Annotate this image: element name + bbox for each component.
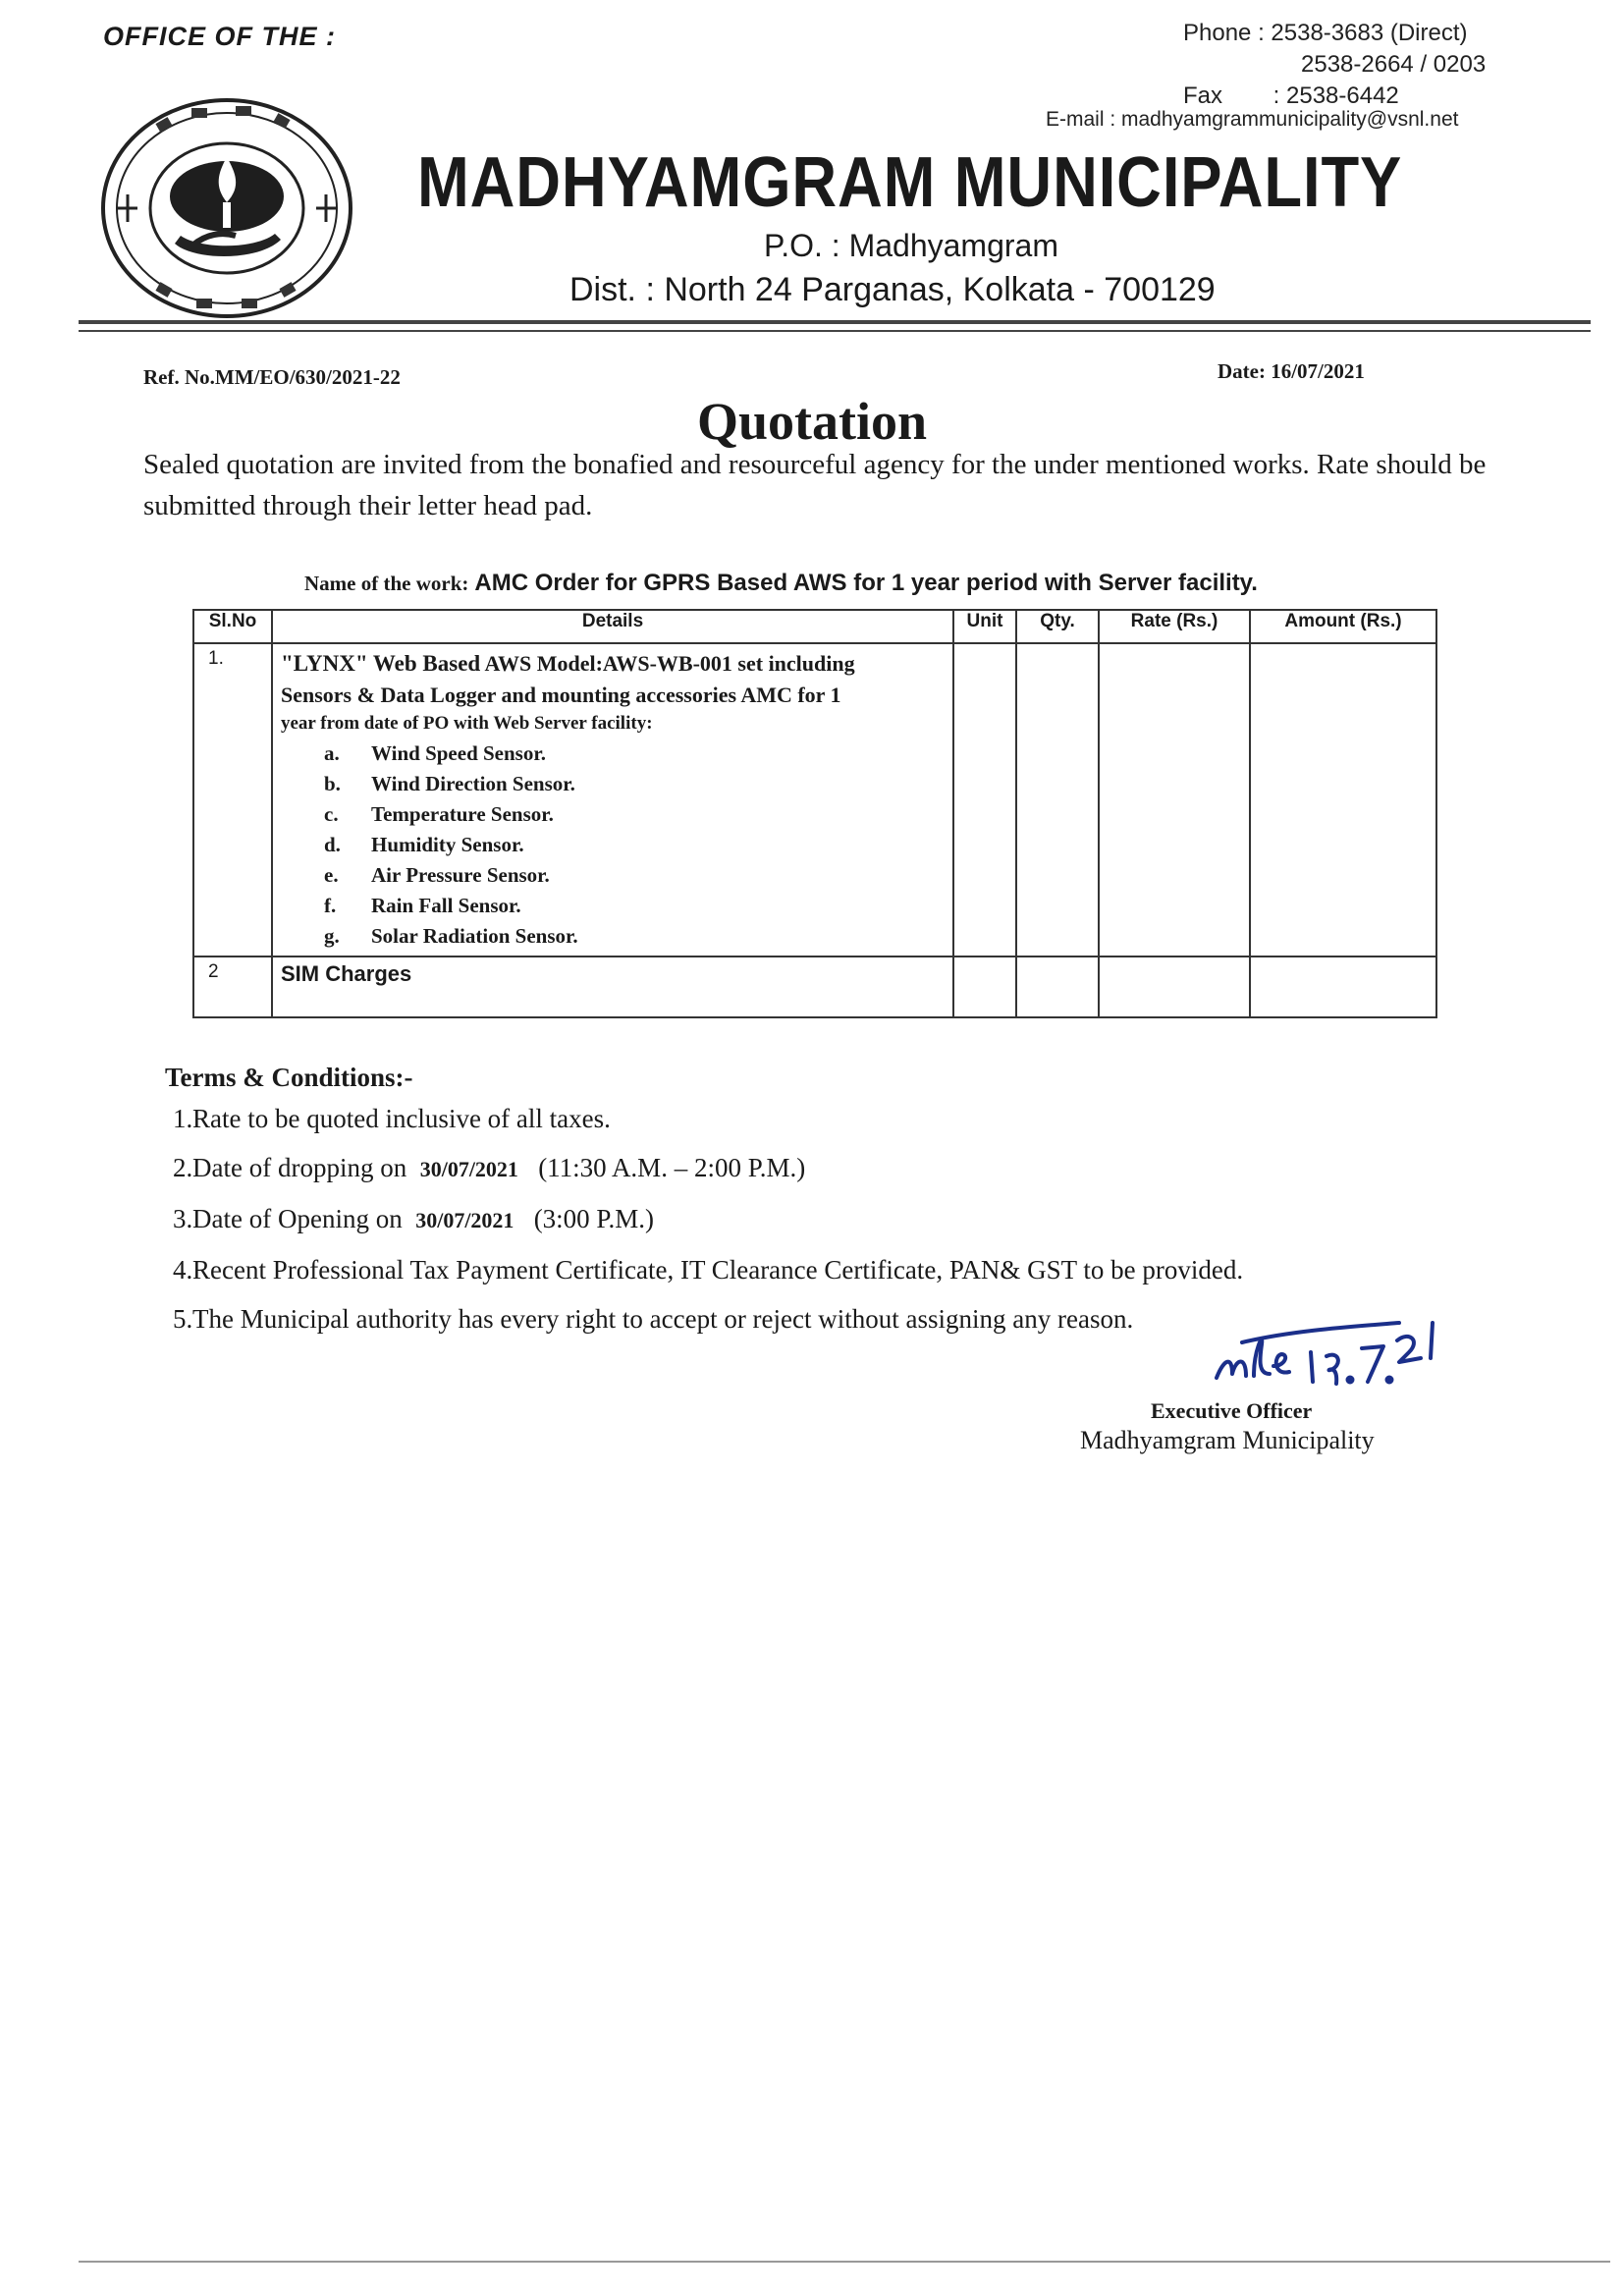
row-qty (1016, 643, 1099, 957)
handwritten-signature (1203, 1301, 1458, 1409)
details-line-2: Sensors & Data Logger and mounting accessories AMC for 1 (281, 683, 841, 707)
signatory-organisation: Madhyamgram Municipality (1080, 1426, 1375, 1454)
document-date: Date: 16/07/2021 (1218, 359, 1365, 383)
terms-list (173, 1094, 1243, 1343)
office-of-label: OFFICE OF THE : (103, 22, 336, 51)
col-header-rate: Rate (Rs.) (1099, 610, 1250, 643)
row-qty (1016, 957, 1099, 1017)
row-amount (1250, 957, 1436, 1017)
list-item: g. Solar Radiation Sensor. (324, 924, 578, 948)
municipal-seal-logo (98, 96, 355, 320)
intro-paragraph: Sealed quotation are invited from the bonafied and resourceful agency for the under mentioned works. Rate should be submitted through their letter head pad. (143, 449, 1487, 521)
reference-number: Ref. No.MM/EO/630/2021-22 (143, 365, 401, 389)
list-item: f. Rain Fall Sensor. (324, 894, 521, 917)
sensor-list (281, 738, 945, 952)
row-amount (1250, 643, 1436, 957)
row-slno: 2 (193, 957, 272, 1017)
post-office-line: P.O. : Madhyamgram (764, 228, 1058, 263)
term-item: 5.The Municipal authority has every right to accept or reject without assigning any reason. (173, 1304, 1134, 1334)
table-row (193, 957, 1436, 1017)
table-row (193, 643, 1436, 957)
letterhead-rule-bottom (79, 330, 1591, 332)
terms-heading: Terms & Conditions:- (165, 1063, 413, 1092)
phone-direct: 2538-3683 (Direct) (1271, 20, 1468, 46)
row-rate (1099, 643, 1250, 957)
col-header-amount: Amount (Rs.) (1250, 610, 1436, 643)
row-details (272, 643, 953, 957)
district-line: Dist. : North 24 Parganas, Kolkata - 700129 (569, 271, 1216, 308)
list-item: a. Wind Speed Sensor. (324, 741, 546, 765)
row-unit (953, 957, 1016, 1017)
dropping-date: 30/07/2021 (419, 1157, 518, 1181)
col-header-slno: Sl.No (193, 610, 272, 643)
list-item: b. Wind Direction Sensor. (324, 772, 575, 795)
term-item: 4.Recent Professional Tax Payment Certificate, IT Clearance Certificate, PAN& GST to be provided. (173, 1255, 1244, 1285)
scan-edge-line (79, 2261, 1610, 2263)
opening-date: 30/07/2021 (415, 1208, 514, 1232)
details-line-1 (281, 648, 945, 680)
row-slno: 1. (193, 643, 272, 957)
details-model: AWS Model:AWS-WB-001 set including (484, 651, 855, 676)
works-table (192, 609, 1437, 1018)
list-item: e. Air Pressure Sensor. (324, 863, 550, 887)
list-item: c. Temperature Sensor. (324, 802, 554, 826)
signatory-designation: Executive Officer (1151, 1398, 1313, 1423)
row-rate (1099, 957, 1250, 1017)
phone-row (1183, 18, 1486, 49)
work-value: AMC Order for GPRS Based AWS for 1 year period with Server facility. (474, 570, 1258, 596)
email-line: E-mail : madhyamgrammunicipality@vsnl.net (1046, 108, 1459, 131)
document-title: Quotation (696, 392, 928, 451)
term-item: 3.Date of Opening on 30/07/2021 (3:00 P.M.) (173, 1204, 654, 1233)
phone-other: 2538-2664 / 0203 (1301, 51, 1487, 78)
row-details: SIM Charges (272, 957, 953, 1017)
details-line-3: year from date of PO with Web Server facility: (281, 713, 653, 734)
term-item: 1.Rate to be quoted inclusive of all taxes. (173, 1104, 611, 1133)
name-of-work (304, 570, 1258, 597)
fax-value: : 2538-6442 (1272, 82, 1399, 109)
term-item: 2.Date of dropping on 30/07/2021 (11:30 A.M. – 2:00 P.M.) (173, 1153, 806, 1182)
table-header-row (193, 610, 1436, 643)
col-header-qty: Qty. (1016, 610, 1099, 643)
contact-block (1183, 18, 1486, 112)
col-header-unit: Unit (953, 610, 1016, 643)
work-label: Name of the work: (304, 572, 469, 595)
row-unit (953, 643, 1016, 957)
fax-label: Fax (1183, 82, 1223, 109)
list-item: d. Humidity Sensor. (324, 833, 524, 856)
col-header-details: Details (272, 610, 953, 643)
letterhead-rule-top (79, 320, 1591, 324)
phone-label: Phone : (1183, 20, 1265, 46)
municipality-name: MADHYAMGRAM MUNICIPALITY (417, 143, 1403, 222)
details-product: "LYNX" Web Based (281, 651, 481, 676)
